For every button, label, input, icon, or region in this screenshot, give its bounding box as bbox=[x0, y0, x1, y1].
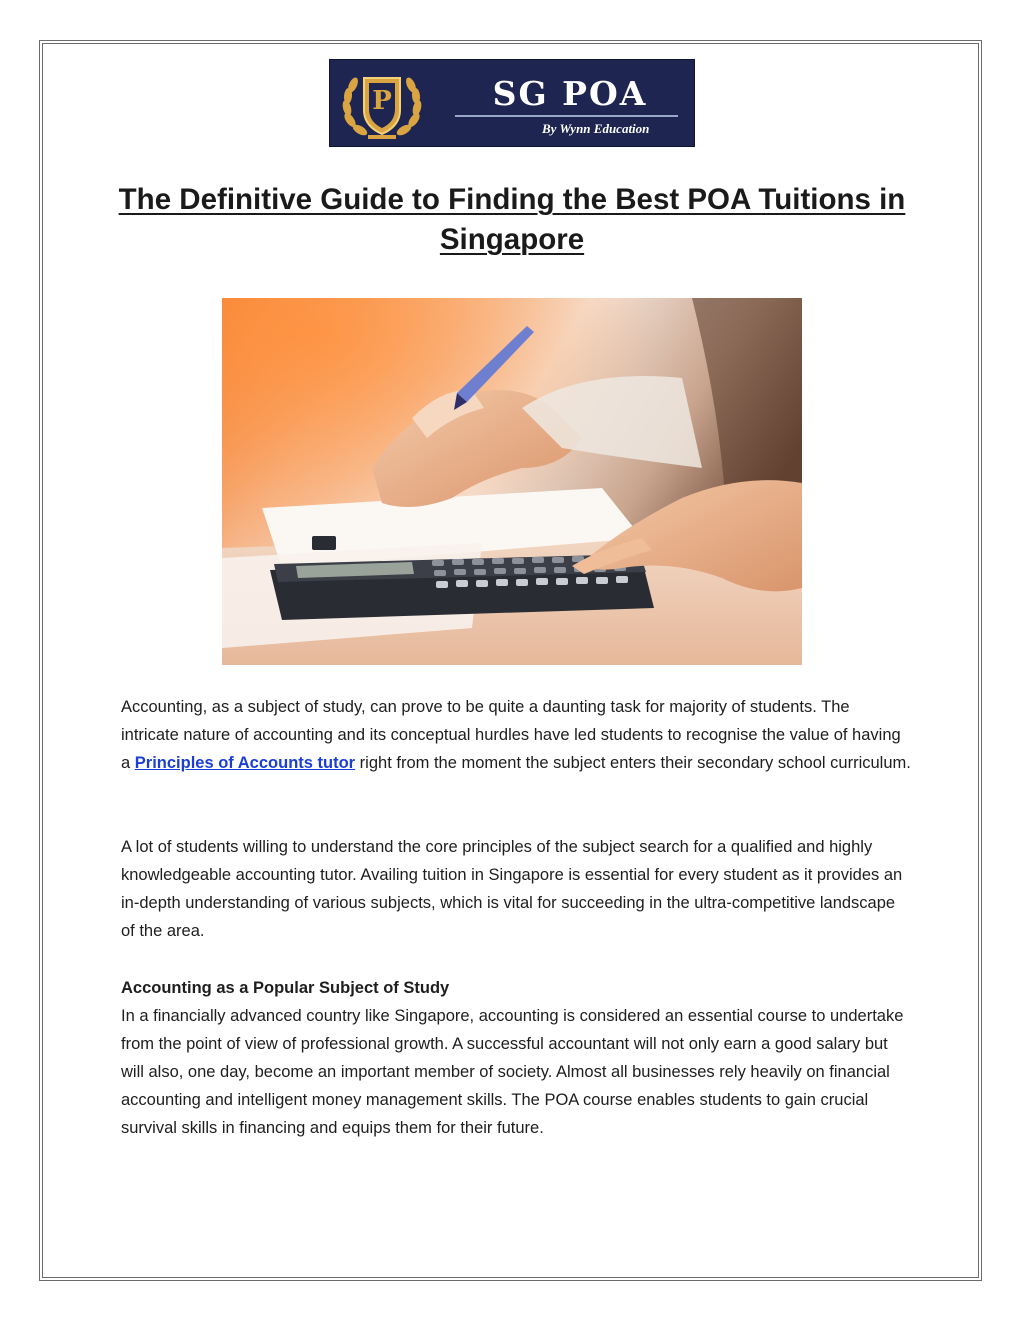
sg-poa-logo bbox=[329, 59, 695, 147]
logo-divider bbox=[455, 115, 678, 117]
calculator-writing-photo bbox=[222, 298, 802, 665]
logo-tagline: By Wynn Education bbox=[542, 121, 650, 136]
section-heading: Accounting as a Popular Subject of Study bbox=[121, 979, 450, 997]
intro-text-after: right from the moment the subject enters their secondary school curriculum. bbox=[355, 754, 911, 772]
intro-paragraph bbox=[121, 693, 911, 777]
principles-of-accounts-tutor-link[interactable]: Principles of Accounts tutor bbox=[134, 754, 356, 772]
page-title: The Definitive Guide to Finding the Best POA Tuitions in Singapore bbox=[118, 183, 906, 256]
logo-brand-text: SG POA bbox=[492, 74, 648, 113]
intro-text-before: Accounting, as a subject of study, can prove to be quite a daunting task for majority of students. The intricate nature of accounting and its conceptual hurdles have led students to recognise the value of having a bbox=[121, 698, 901, 772]
emblem-letter: P bbox=[372, 86, 392, 116]
popular-subject-paragraph: In a financially advanced country like Singapore, accounting is considered an essential course to undertake from the point of view of professional growth. A successful accountant will not only earn a good salary but will also, one day, become an important member of society. Almost all businesses rely heavily on financial accounting and intelligent money management skills. The POA course enables students to gain crucial survival skills in financing and equips them for their future. bbox=[121, 1007, 904, 1137]
tutor-search-paragraph: A lot of students willing to understand the core principles of the subject search for a qualified and highly knowledgeable accounting tutor. Availing tuition in Singapore is essential for every student as it provides an in-depth understanding of various subjects, which is vital for succeeding in the ultra-competitive landscape of the area. bbox=[121, 838, 903, 940]
